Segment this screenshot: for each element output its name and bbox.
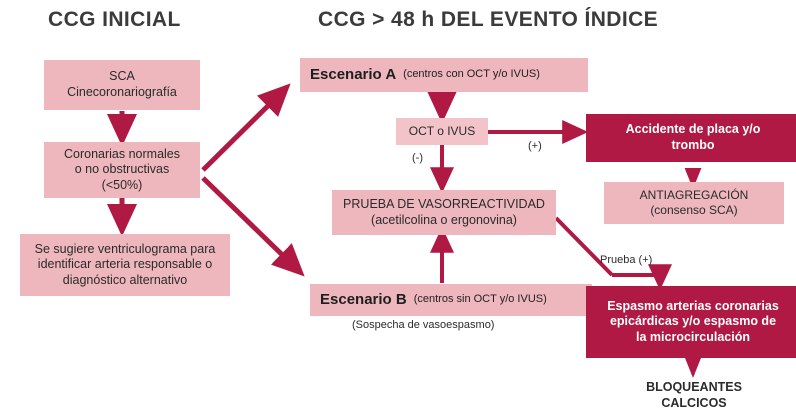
node-antiagregacion-line2: (consenso SCA)	[650, 203, 738, 217]
node-sca-line1: SCA	[109, 69, 135, 84]
node-accidente-placa-line1: Accidente de placa y/o	[625, 122, 761, 137]
node-accidente-placa-line2: trombo	[671, 138, 715, 152]
node-ventriculograma-line2: identificar arteria responsable o	[37, 257, 213, 272]
node-ventriculograma-line1: Se sugiere ventriculograma para	[34, 241, 216, 256]
node-antiagregacion-line1: ANTIAGREGACIÓN	[639, 188, 749, 202]
node-espasmo	[586, 286, 796, 358]
node-espasmo-line2: epicárdicas y/o espasmo de	[609, 314, 777, 329]
edge-label-positive: (+)	[528, 140, 542, 152]
node-escenario-b-sub2: (Sospecha de vasoespasmo)	[352, 319, 495, 331]
node-vasorreactividad-line1: PRUEBA DE VASORREACTIVIDAD	[343, 196, 545, 211]
node-escenario-a-label: Escenario A	[310, 65, 397, 83]
node-bloqueantes-calcicos	[604, 376, 784, 416]
node-oct-ivus	[396, 118, 488, 145]
edge-label-negative: (-)	[412, 152, 423, 164]
node-bloqueantes-line1: BLOQUEANTES	[646, 380, 742, 395]
node-vasorreactividad-line2: (acetilcolina o ergonovina)	[371, 212, 517, 227]
node-escenario-a-sub: (centros con OCT y/o IVUS)	[403, 68, 540, 81]
node-coronarias-line1: Coronarias normales	[63, 146, 181, 161]
node-sca-line2: Cinecoronariografía	[67, 85, 177, 99]
node-antiagregacion	[604, 182, 784, 224]
node-escenario-b-sub: (centros sin OCT y/o IVUS)	[413, 293, 547, 306]
title-left: CCG INICIAL	[48, 8, 181, 31]
node-sca	[44, 60, 200, 110]
node-bloqueantes-line2: CALCICOS	[661, 396, 727, 410]
node-coronarias	[44, 142, 200, 198]
node-escenario-a	[300, 58, 588, 92]
title-right: CCG > 48 h DEL EVENTO ÍNDICE	[318, 8, 659, 31]
node-coronarias-line2: o no obstructivas	[74, 162, 170, 177]
node-accidente-placa	[586, 114, 796, 162]
node-escenario-b-label: Escenario B	[320, 290, 407, 308]
node-espasmo-line3: la microcirculación	[636, 329, 750, 344]
edge-label-prueba-positiva: Prueba (+)	[600, 254, 653, 266]
node-coronarias-line3: (<50%)	[101, 177, 143, 192]
node-vasorreactividad	[332, 190, 556, 235]
node-ventriculograma-line3: diagnóstico alternativo	[62, 272, 188, 287]
node-oct-ivus-line1: OCT o IVUS	[408, 124, 476, 138]
node-espasmo-line1: Espasmo arterias coronarias	[607, 298, 779, 313]
node-escenario-b	[310, 284, 592, 316]
node-ventriculograma	[20, 234, 230, 296]
